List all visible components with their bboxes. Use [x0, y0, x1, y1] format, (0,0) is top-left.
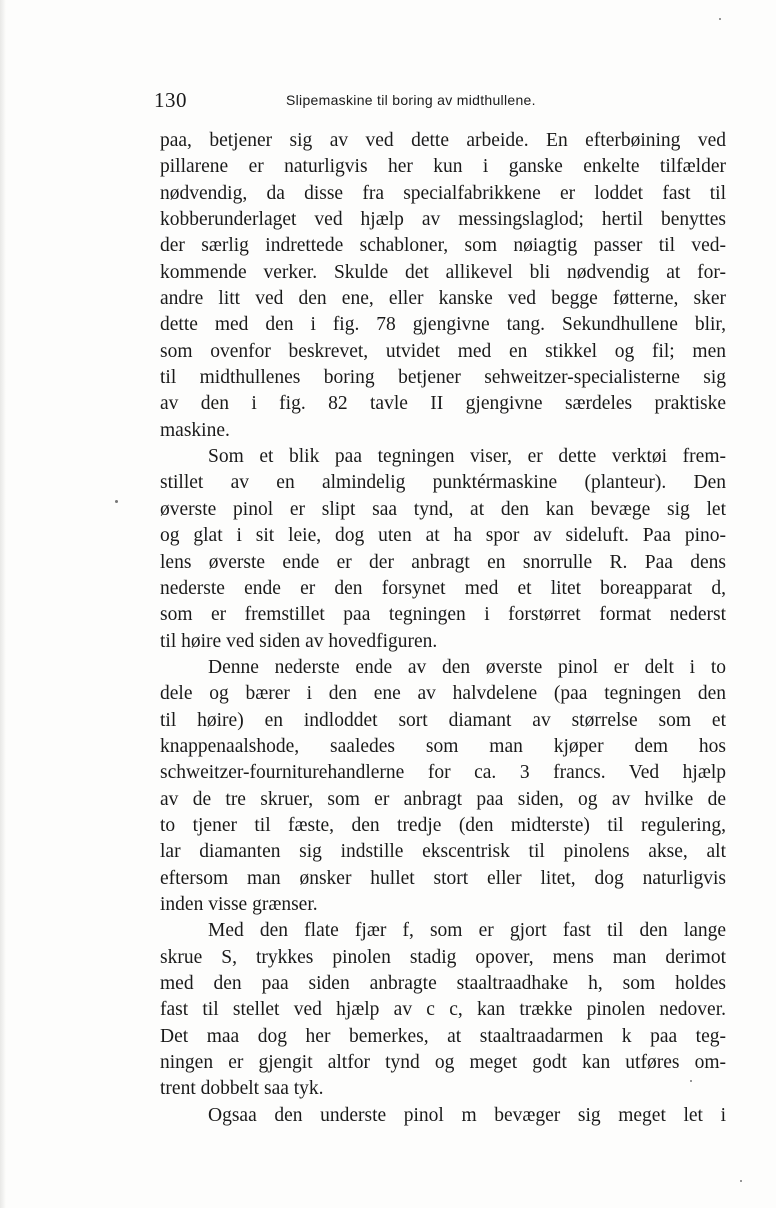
paper-speck	[690, 1080, 692, 1082]
running-title: Slipemaskine til boring av midthullene.	[286, 92, 536, 108]
text-line: fast til stellet ved hjælp av c c, kan trække pinolen nedover.	[160, 999, 726, 1021]
paper-speck	[740, 1180, 742, 1182]
page-header	[154, 88, 724, 116]
text-line: dette med den i fig. 78 gjengivne tang. Sekundhullene blir,	[160, 314, 726, 336]
text-line: paa, betjener sig av ved dette arbeide. En efterbøining ved	[160, 130, 726, 151]
text-line: Som et blik paa tegningen viser, er dette verktøi frem-	[208, 446, 726, 468]
text-line: som er fremstillet paa tegningen i forstørret format nederst	[160, 604, 726, 626]
text-line: lar diamanten sig indstille ekscentrisk til pinolens akse, alt	[160, 841, 726, 863]
text-line: ningen er gjengit altfor tynd og meget godt kan utføres om-	[160, 1052, 726, 1074]
text-line: knappenaalshode, saaledes som man kjøper dem hos	[160, 735, 726, 757]
text-line: eftersom man ønsker hullet stort eller litet, dog naturligvis	[160, 867, 726, 889]
text-line: to tjener til fæste, den tredje (den midterste) til regulering,	[160, 814, 726, 836]
text-line: lens øverste ende er der anbragt en snorrulle R. Paa dens	[160, 551, 726, 573]
text-line: kommende verker. Skulde det allikevel bli nødvendig at for-	[160, 261, 726, 283]
page-number: 130	[154, 88, 187, 112]
page-gutter-shadow	[0, 0, 6, 1208]
text-line: til høire ved siden av hovedfiguren.	[160, 630, 438, 652]
text-line: Denne nederste ende av den øverste pinol er delt i to	[208, 656, 726, 678]
text-line: schweitzer-fourniturehandlerne for ca. 3 francs. Ved hjælp	[160, 762, 726, 784]
text-line: dele og bærer i den ene av halvdelene (paa tegningen den	[160, 683, 726, 705]
text-line: nederste ende er den forsynet med et litet boreapparat d,	[160, 577, 726, 599]
text-line: og glat i sit leie, dog uten at ha spor av sideluft. Paa pino-	[160, 525, 726, 547]
text-line: andre litt ved den ene, eller kanske ved begge føtterne, sker	[160, 288, 726, 310]
text-line: øverste pinol er slipt saa tynd, at den kan bevæge sig let	[160, 498, 726, 520]
text-line: trent dobbelt saa tyk.	[160, 1078, 324, 1100]
body-text	[160, 128, 726, 1129]
text-line: Med den flate fjær f, som er gjort fast til den lange	[208, 920, 726, 942]
text-line: stillet av en almindelig punktérmaskine (planteur). Den	[160, 472, 726, 494]
text-line: nødvendig, da disse fra specialfabrikkene er loddet fast til	[160, 182, 726, 204]
paper-speck	[115, 500, 118, 503]
paper-speck	[719, 18, 721, 20]
text-line: Ogsaa den underste pinol m bevæger sig meget let i	[208, 1104, 726, 1126]
text-line: der særlig indrettede schabloner, som nøiagtig passer til ved-	[160, 235, 726, 257]
text-line: skrue S, trykkes pinolen stadig opover, mens man derimot	[160, 946, 726, 968]
text-line: maskine.	[160, 419, 230, 441]
text-line: Det maa dog her bemerkes, at staaltraadarmen k paa teg-	[160, 1025, 726, 1047]
text-line: inden visse grænser.	[160, 893, 318, 915]
text-line: av den i fig. 82 tavle II gjengivne særdeles praktiske	[160, 393, 726, 415]
text-line: av de tre skruer, som er anbragt paa siden, og av hvilke de	[160, 788, 726, 810]
text-line: til midthullenes boring betjener sehweitzer-specialisterne sig	[160, 367, 726, 389]
text-line: med den paa siden anbragte staaltraadhake h, som holdes	[160, 973, 726, 994]
text-line: pillarene er naturligvis her kun i ganske enkelte tilfælder	[160, 156, 726, 178]
text-line: kobberunderlaget ved hjælp av messingslaglod; hertil benyttes	[160, 209, 726, 231]
text-line: til høire) en indloddet sort diamant av størrelse som et	[160, 709, 726, 731]
text-line: som ovenfor beskrevet, utvidet med en stikkel og fil; men	[160, 340, 726, 362]
